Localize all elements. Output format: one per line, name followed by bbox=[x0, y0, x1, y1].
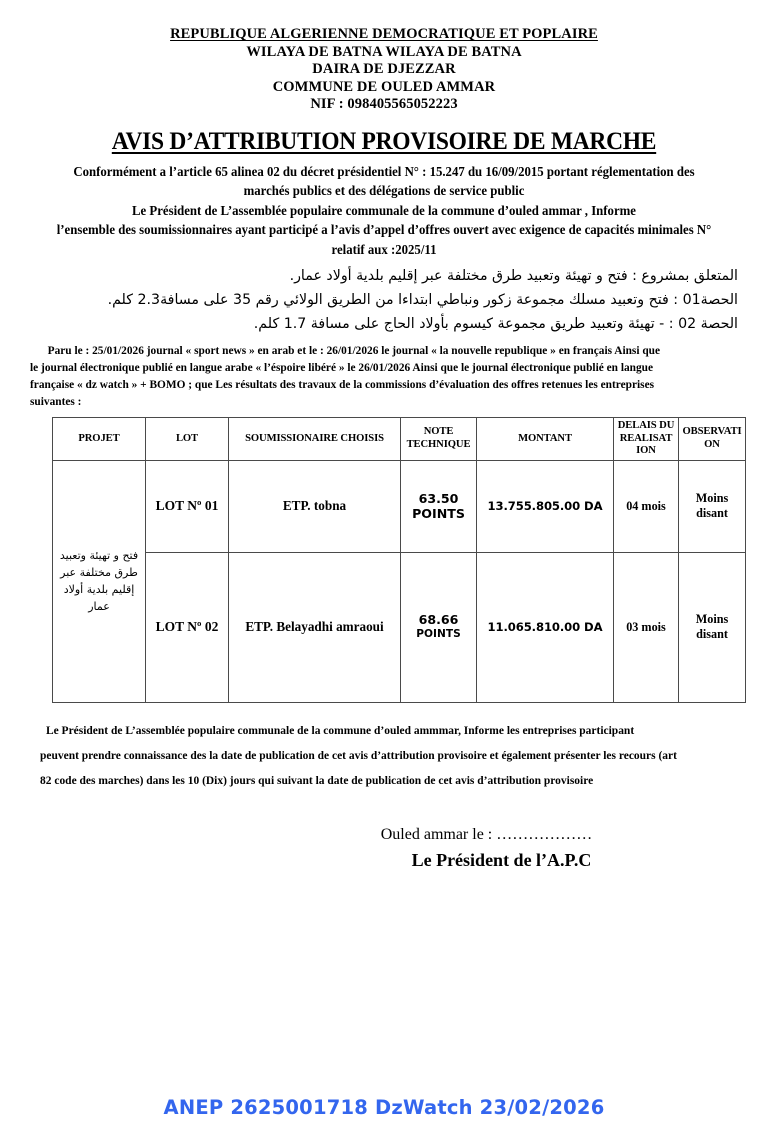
arabic-line-project: المتعلق بمشروع : فتح و تهيئة وتعبيد طرق مختلفة عبر إقليم بلدية أولاد عمار. bbox=[289, 268, 738, 284]
page-title: AVIS D’ATTRIBUTION PROVISOIRE DE MARCHE bbox=[111, 127, 657, 155]
cell-soumissionaire-1: ETP. tobna bbox=[229, 460, 401, 552]
cell-montant-2: 11.065.810.00 DA bbox=[477, 552, 614, 702]
table-header-projet: PROJET bbox=[53, 418, 146, 461]
signature-place-date: Ouled ammar le : ……………… bbox=[380, 825, 593, 843]
masthead-line-commune: COMMUNE DE OULED AMMAR bbox=[272, 78, 496, 95]
closing-paragraph bbox=[40, 718, 731, 793]
table-header-montant: MONTANT bbox=[477, 418, 614, 461]
table-header-soumissionaire: SOUMISSIONAIRE CHOISIS bbox=[229, 418, 401, 461]
table-header-row bbox=[53, 418, 746, 461]
table-header-delais-line3: ION bbox=[636, 445, 656, 456]
cell-soumissionaire-2: ETP. Belayadhi amraoui bbox=[229, 552, 401, 702]
cell-lot-2: LOT Nº 02 bbox=[146, 552, 229, 702]
closing-line-3: 82 code des marches) dans les 10 (Dix) jours qui suivant la date de publication de cet avis d’attribution provisoire bbox=[40, 773, 594, 787]
publication-line-1: Paru le : 25/01/2026 journal « sport news » en arab et le : 26/01/2026 le journal « la nouvelle republique » en français Ainsi que bbox=[47, 344, 661, 357]
masthead-line-nif: NIF : 098405565052223 bbox=[310, 96, 458, 112]
masthead-line-wilaya: WILAYA DE BATNA WILAYA DE BATNA bbox=[246, 43, 522, 60]
cell-note-unit-2: POINTS bbox=[416, 628, 461, 640]
table-header-delais-line2: REALISAT bbox=[619, 432, 673, 444]
intro-line-3: Le Président de L’assemblée populaire communale de la commune d’ouled ammar , Informe bbox=[132, 202, 636, 218]
results-table bbox=[52, 417, 746, 703]
table-header-observation-line2: ON bbox=[704, 438, 720, 450]
cell-note-value-1: 63.50 bbox=[418, 491, 459, 506]
intro-paragraph bbox=[41, 162, 728, 260]
cell-observation-1-line1: Moins bbox=[695, 491, 729, 505]
intro-line-5: relatif aux :2025/11 bbox=[331, 241, 437, 257]
table-row bbox=[53, 552, 746, 702]
masthead-line-daira: DAIRA DE DJEZZAR bbox=[312, 61, 456, 77]
intro-line-4: l’ensemble des soumissionnaires ayant participé a l’avis d’appel d’offres ouvert avec exigence de capacités minimales N° bbox=[56, 222, 712, 237]
cell-projet-description: فتح و تهيئة وتعبيد طرق مختلفة عبر إقليم بلدية أولاد عمار bbox=[53, 460, 146, 702]
cell-note-unit-1: POINTS bbox=[412, 506, 465, 521]
table-header-observation-line1: OBSERVATI bbox=[682, 426, 742, 438]
publication-line-2: le journal électronique publié en langue arabe « l’éspoire libéré » le 26/01/2026 Ainsi que le journal électronique publié en langue bbox=[30, 361, 654, 374]
table-header-note-line2: TECHNIQUE bbox=[406, 438, 471, 450]
closing-line-2: peuvent prendre connaissance des la date de publication de cet avis d’attribution provisoire et également présenter les recours (art bbox=[40, 748, 677, 762]
cell-delais-2: 03 mois bbox=[614, 552, 679, 702]
document-masthead bbox=[0, 0, 768, 114]
intro-line-2: marchés publics et des délégations de service public bbox=[243, 183, 525, 198]
cell-note-technique-1 bbox=[401, 460, 477, 552]
signature-title: Le Président de l’A.P.C bbox=[411, 849, 592, 870]
cell-delais-1: 04 mois bbox=[614, 460, 679, 552]
results-table-wrapper bbox=[52, 417, 768, 703]
anep-footer: ANEP 2625001718 DzWatch 23/02/2026 bbox=[163, 1096, 605, 1119]
cell-observation-2-line2: disant bbox=[696, 627, 728, 641]
cell-note-value-2: 68.66 bbox=[418, 612, 459, 627]
cell-observation-1-line2: disant bbox=[696, 506, 728, 520]
publication-line-3: française « dz watch » + BOMO ; que Les résultats des travaux de la commissions d’évaluation des offres retenues les entreprises bbox=[30, 378, 655, 391]
table-header-delais bbox=[614, 418, 679, 461]
cell-observation-2-line1: Moins bbox=[695, 612, 729, 626]
arabic-line-lot-01: الحصة01 : فتح وتعبيد مسلك مجموعة زكور ونباطي ابتداءا من الطريق الولائي رقم 35 على مسافة2.3 كلم. bbox=[107, 292, 738, 308]
masthead-line-republic: REPUBLIQUE ALGERIENNE DEMOCRATIQUE ET POPLAIRE bbox=[170, 26, 598, 42]
publication-paragraph bbox=[30, 342, 726, 410]
cell-observation-2 bbox=[679, 552, 746, 702]
cell-observation-1 bbox=[679, 460, 746, 552]
signature-block bbox=[0, 823, 768, 873]
table-header-note-technique bbox=[401, 418, 477, 461]
cell-montant-1: 13.755.805.00 DA bbox=[477, 460, 614, 552]
cell-lot-1: LOT Nº 01 bbox=[146, 460, 229, 552]
closing-line-1: Le Président de L’assemblée populaire communale de la commune d’ouled ammmar, Informe les entreprises participant bbox=[45, 723, 635, 737]
table-header-lot: LOT bbox=[146, 418, 229, 461]
table-header-observation bbox=[679, 418, 746, 461]
arabic-project-description bbox=[30, 264, 738, 336]
table-header-note-line1: NOTE bbox=[423, 426, 454, 438]
publication-line-4: suivantes : bbox=[30, 395, 82, 408]
table-row bbox=[53, 460, 746, 552]
intro-line-1: Conformément a l’article 65 alinea 02 du décret présidentiel N° : 15.247 du 16/09/2015 portant réglementation des bbox=[73, 163, 695, 179]
cell-note-technique-2 bbox=[401, 552, 477, 702]
arabic-line-lot-02: الحصة 02 : - تهيئة وتعبيد طريق مجموعة كيسوم بأولاد الحاج على مسافة 1.7 كلم. bbox=[253, 316, 738, 332]
table-header-delais-line1: DELAIS DU bbox=[617, 420, 675, 431]
